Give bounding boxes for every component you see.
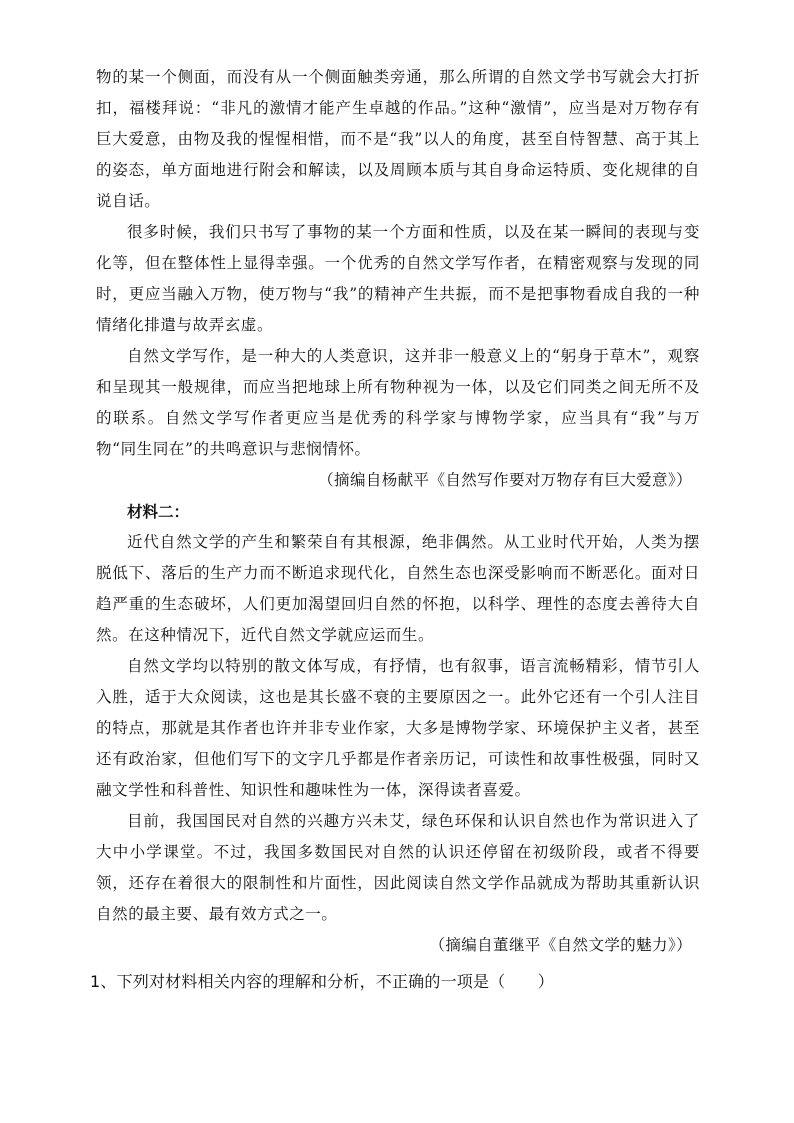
material2-paragraph: 目前，我国国民对自然的兴趣方兴未艾，绿色环保和认识自然也作为常识进入了大中小学课堂。不过，我国多数国民对自然的认识还停留在初级阶段，或者不得要领，还存在着很大的限制性和片面性，因此阅读自然文学作品就成为帮助其重新认识自然的最主要、最有效方式之一。	[96, 812, 700, 923]
material2-paragraph: 自然文学均以特别的散文体写成，有抒情，也有叙事，语言流畅精彩，情节引人入胜，适于大众阅读，这也是其长盛不衰的主要原因之一。此外它还有一个引人注目的特点，那就是其作者也许并非专业作家，大多是博物学家、环境保护主义者，甚至还有政治家，但他们写下的文字几乎都是作者亲历记，可读性和故事性极强，同时又融文学性和科普性、知识性和趣味性为一体，深得读者喜爱。	[96, 657, 700, 799]
material2-paragraph: 近代自然文学的产生和繁荣自有其根源，绝非偶然。从工业时代开始，人类为摆脱低下、落后的生产力而不断追求现代化，自然生态也深受影响而不断恶化。面对日趋严重的生态破坏，人们更加渴望回归自然的怀抱，以科学、理性的态度去善待大自然。在这种情况下，近代自然文学就应运而生。	[96, 533, 700, 644]
material2-heading: 材料二：	[127, 502, 190, 521]
material1-paragraph: 很多时候，我们只书写了事物的某一个方面和性质，以及在某一瞬间的表现与变化等，但在整体性上显得幸强。一个优秀的自然文学写作者，在精密观察与发现的同时，更应当融入万物，使万物与“我”的精神产生共振，而不是把事物看成自我的一种情绪化排遣与故弄玄虚。	[96, 223, 700, 334]
material2-source-citation: （摘编自董继平《自然文学的魅力》）	[429, 936, 692, 954]
material1-source-citation: （摘编自杨献平《自然写作要对万物存有巨大爱意》）	[318, 471, 692, 489]
material1-paragraph: 自然文学写作，是一种大的人类意识，这并非一般意义上的“躬身于草木”，观察和呈现其一般规律，而应当把地球上所有物种视为一体，以及它们同类之间无所不及的联系。自然文学写作者更应当是优秀的科学家与博物学家，应当具有“我”与万物“同生同在”的共鸣意识与悲悯情怀。	[96, 347, 700, 458]
question-stem: 1、下列对材料相关内容的理解和分析，不正确的一项是（ ）	[90, 972, 554, 991]
document-page	[90, 62, 700, 997]
material1-paragraph-continued: 物的某一个侧面，而没有从一个侧面触类旁通，那么所谓的自然文学书写就会大打折扣，福楼拜说：“非凡的激情才能产生卓越的作品。”这种“激情”，应当是对万物存有巨大爱意，由物及我的惺惺相惜，而不是“我”以人的角度，甚至自恃智慧、高于其上的姿态，单方面地进行附会和解读，以及周顾本质与其自身命运特质、变化规律的自说自话。	[96, 68, 700, 210]
